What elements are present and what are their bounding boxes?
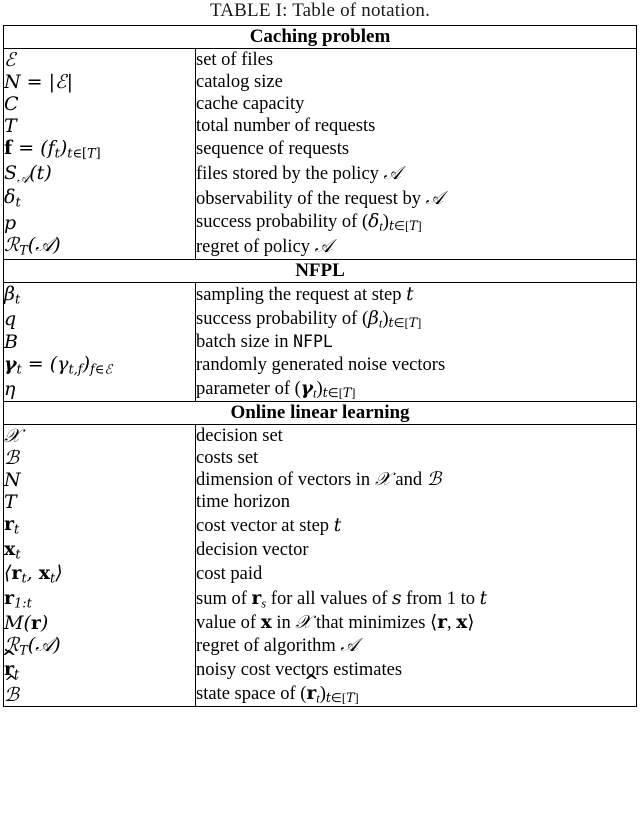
symbol-cell: ℛ$_T$(𝒜) (4, 234, 196, 259)
table-row (4, 562, 637, 587)
symbol-cell: $⟨r_t$, $x_t⟩$ (4, 562, 196, 587)
symbol-cell: p (4, 211, 196, 235)
table-row (4, 234, 637, 259)
symbol-cell: $r_t$ (4, 513, 196, 538)
symbol-cell: r $\^{}_t$ (4, 658, 196, 683)
table-row (4, 93, 637, 115)
description-cell: randomly generated noise vectors (196, 353, 637, 378)
table-row (4, 513, 637, 538)
description-cell: decision vector (196, 538, 637, 563)
description-cell: costs set (196, 447, 637, 469)
symbol-cell: C (4, 93, 196, 115)
symbol-cell: $f = (f_t)_{t\in[T]}$ (4, 137, 196, 162)
table-row (4, 282, 637, 307)
description-cell: cost paid (196, 562, 637, 587)
symbol-cell: ℰ (4, 49, 196, 72)
symbol-cell: $x_t$ (4, 538, 196, 563)
description-cell: cost vector at step t (196, 513, 637, 538)
table-row (4, 49, 637, 72)
table-row (4, 137, 637, 162)
symbol-cell: $\beta_t$ (4, 282, 196, 307)
description-cell: regret of policy 𝒜 (196, 234, 637, 259)
symbol-cell: $S_𝒜(t)$ (4, 162, 196, 187)
table-caption (0, 0, 640, 25)
description-cell: noisy cost vectors estimates (196, 658, 637, 683)
description-cell: sampling the request at step t (196, 282, 637, 307)
description-cell: decision set (196, 425, 637, 448)
symbol-cell: ℛ$_T$(𝒜) (4, 634, 196, 659)
section-title: Online linear learning (230, 402, 410, 424)
symbol-cell: $\gamma_t = (\gamma_{t,f})_{f\in ℰ}$ (4, 353, 196, 378)
section-title: NFPL (295, 259, 345, 281)
section-title: Caching problem (249, 26, 391, 47)
table-row (4, 378, 637, 402)
table-row (4, 115, 637, 137)
symbol-cell: q (4, 308, 196, 332)
symbol-cell: N = |ℰ| (4, 71, 196, 93)
description-cell: regret of algorithm 𝒜 (196, 634, 637, 659)
description-cell: observability of the request by 𝒜 (196, 186, 637, 211)
description-cell: files stored by the policy 𝒜 (196, 162, 637, 187)
symbol-cell: ℬ (4, 447, 196, 469)
symbol-cell: B (4, 331, 196, 353)
table-row (4, 331, 637, 353)
table-row (4, 186, 637, 211)
symbol-cell: $\delta_t$ (4, 186, 196, 211)
notation-table (3, 25, 637, 707)
description-cell: parameter of $(\gamma_t)_{t\in[T]}$ (196, 378, 637, 402)
description-cell: catalog size (196, 71, 637, 93)
table-row (4, 353, 637, 378)
description-cell: value of x in 𝒳 that minimizes ⟨r, x⟩ (196, 612, 637, 634)
description-cell: sum of $r_s$ for all values of s from 1 to t (196, 587, 637, 612)
table-row (4, 587, 637, 612)
table-row (4, 683, 637, 707)
description-cell: sequence of requests (196, 137, 637, 162)
description-cell: set of files (196, 49, 637, 72)
table-row (4, 469, 637, 491)
table-row (4, 308, 637, 332)
description-cell: total number of requests (196, 115, 637, 137)
table-row (4, 612, 637, 634)
table-row (4, 162, 637, 187)
table-row (4, 538, 637, 563)
table-row (4, 491, 637, 513)
symbol-cell: 𝒳 (4, 425, 196, 448)
symbol-cell: T (4, 491, 196, 513)
description-cell: state space of (r $\^{}_t)_{t\in[T]}$ (196, 683, 637, 707)
table-caption-text: TABLE I: Table of notation. (209, 0, 431, 21)
symbol-cell: η (4, 378, 196, 402)
section-header-caching (4, 26, 637, 49)
symbol-cell: $r_{1:t}$ (4, 587, 196, 612)
table-row (4, 425, 637, 448)
table-row (4, 658, 637, 683)
table-row (4, 71, 637, 93)
description-cell: time horizon (196, 491, 637, 513)
table-row (4, 447, 637, 469)
symbol-cell: T (4, 115, 196, 137)
description-cell: cache capacity (196, 93, 637, 115)
section-header-nfpl (4, 259, 637, 282)
symbol-cell: ℬ ^ (4, 683, 196, 707)
table-row (4, 634, 637, 659)
description-cell: dimension of vectors in 𝒳 and ℬ (196, 469, 637, 491)
section-header-online-linear-learning (4, 402, 637, 425)
table-row (4, 211, 637, 235)
description-cell: batch size in NFPL (196, 331, 637, 353)
symbol-cell: M(r) (4, 612, 196, 634)
symbol-cell: N (4, 469, 196, 491)
description-cell: success probability of $(\beta_t)_{t\in[T]}$ (196, 308, 637, 332)
description-cell: success probability of $(\delta_t)_{t\in[T]}$ (196, 211, 637, 235)
